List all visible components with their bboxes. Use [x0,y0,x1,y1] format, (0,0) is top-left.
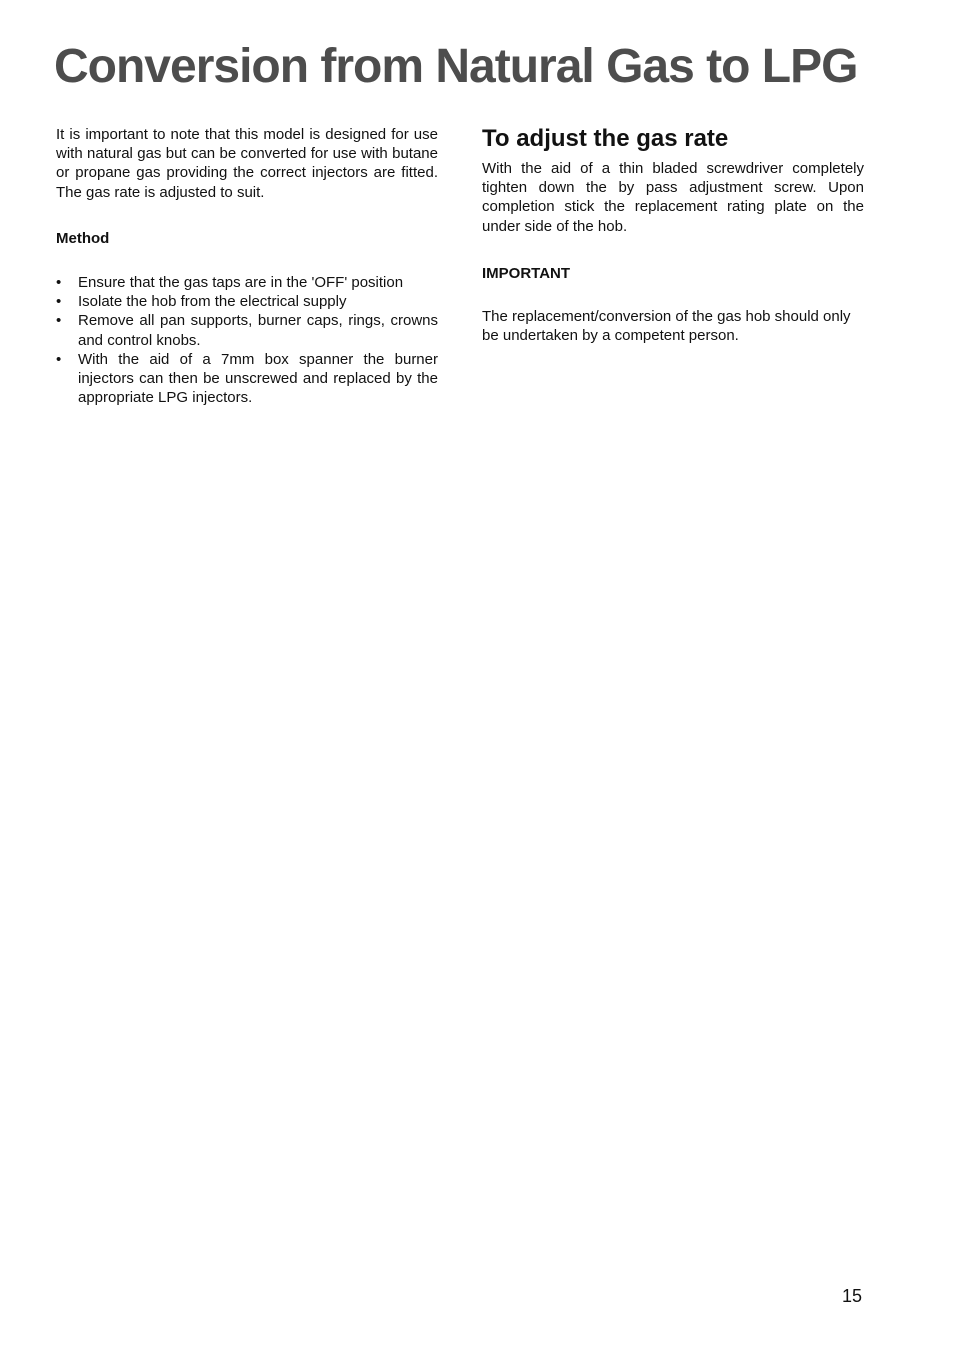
bullet-icon: • [56,274,62,292]
bullet-icon: • [56,350,62,368]
intro-paragraph: It is important to note that this model is designed for use with natural gas but can be converted for use with butane or propane gas providing the correct injectors are fitted. The gas rate is adjusted to suit. [56,126,438,201]
important-paragraph: The replacement/conversion of the gas hob should only be undertaken by a competent person. [482,308,851,345]
adjust-paragraph: With the aid of a thin bladed screwdriver completely tighten down the by pass adjustment screw. Upon completion stick the replacement rating plate on the under side of the hob. [482,160,864,235]
step-text: Ensure that the gas taps are in the 'OFF' position [78,274,404,292]
right-column [482,125,864,345]
step-text: Remove all pan supports, burner caps, rings, crowns and control knobs. [78,312,438,349]
list-item [56,273,438,292]
list-item [56,311,438,349]
step-text: Isolate the hob from the electrical supply [78,293,347,311]
list-item [56,350,438,408]
bullet-icon: • [56,312,62,330]
method-label: Method [56,229,110,247]
page-number: 15 [842,1286,863,1306]
list-item [56,292,438,311]
important-label: IMPORTANT [482,264,571,282]
section-heading-gas-rate: To adjust the gas rate [482,125,729,152]
step-text: With the aid of a 7mm box spanner the burner injectors can then be unscrewed and replaced by the appropriate LPG injectors. [78,350,438,407]
page-title: Conversion from Natural Gas to LPG [54,40,858,93]
left-column [56,125,438,407]
method-steps-list [56,273,438,407]
bullet-icon: • [56,293,62,311]
